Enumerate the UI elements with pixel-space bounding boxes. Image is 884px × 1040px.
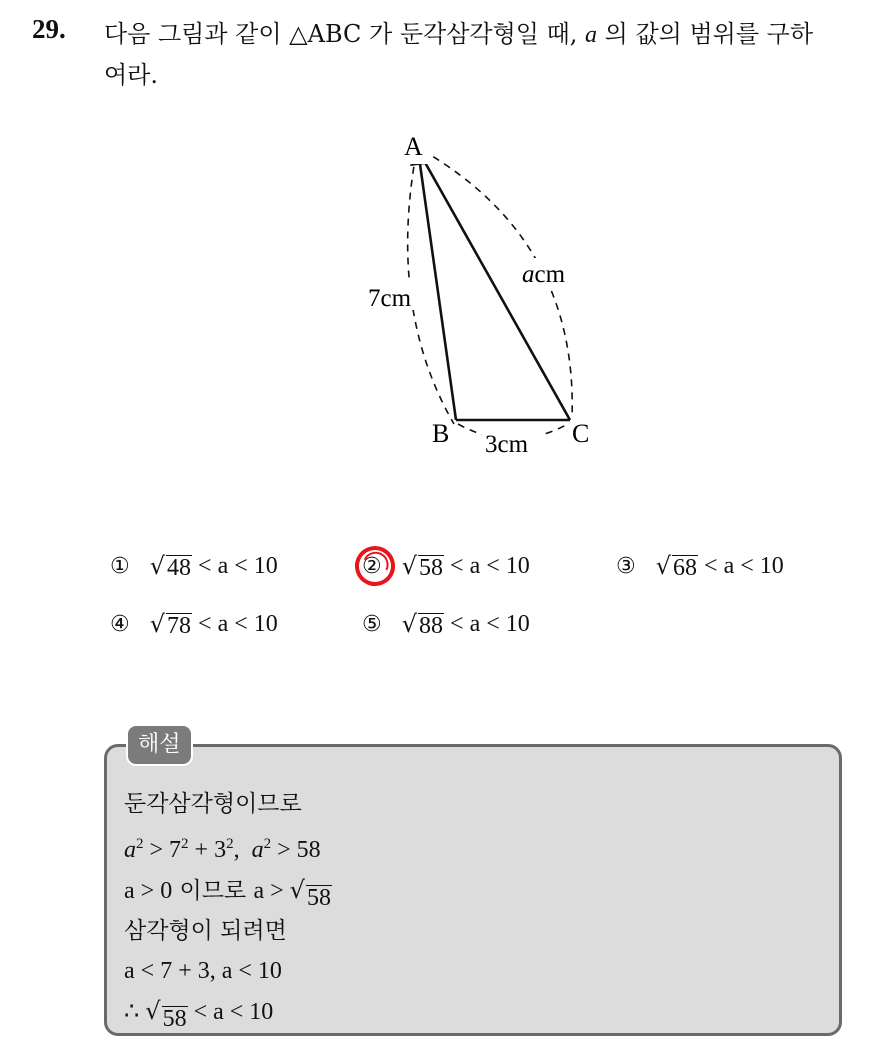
solution-line-1: 둔각삼각형이므로 (124, 791, 302, 817)
label-bc: 3cm (485, 431, 529, 458)
option-5[interactable] (362, 610, 530, 638)
triangle-figure (340, 120, 620, 470)
question-variable: a (585, 22, 598, 48)
option-1[interactable] (110, 552, 278, 580)
solution-final-sqrt: √ 58 (145, 997, 187, 1032)
solution-line-4: 삼각형이 되려면 (124, 918, 287, 944)
option-5-number: ⑤ (362, 611, 382, 637)
label-ac-var: a (522, 261, 535, 288)
option-5-inequality: < a < 10 (444, 610, 530, 637)
solution-line-3: a > 0 이므로 a > √ 58 (124, 870, 332, 911)
option-4[interactable] (110, 610, 278, 638)
label-ab: 7cm (368, 285, 412, 312)
option-3[interactable] (616, 552, 784, 580)
option-4-number: ④ (110, 611, 130, 637)
option-2-inequality: < a < 10 (444, 552, 530, 579)
label-ac (522, 261, 566, 288)
solution-body (124, 784, 332, 1032)
question-text-part2: 의 값의 범위를 구하 (597, 20, 814, 48)
vertex-b-label: B (432, 419, 450, 448)
option-1-inequality: < a < 10 (192, 552, 278, 579)
solution-line-2: $a^2 > 7^2 + 3^2$, $a^2 > 58$ (124, 836, 321, 863)
option-4-inequality: < a < 10 (192, 610, 278, 637)
solution-sqrt-58: √ 58 (289, 876, 331, 911)
vertex-c-label: C (572, 419, 590, 448)
option-2-number: ② (362, 553, 382, 579)
vertex-a-label: A (404, 132, 423, 161)
question-text-line2: 여라. (104, 61, 158, 89)
option-3-number: ③ (616, 553, 636, 579)
sqrt-78: √ 78 (149, 610, 192, 639)
question-number: 29. (32, 14, 66, 44)
sqrt-48: √ 48 (149, 552, 192, 581)
question-text (104, 14, 874, 95)
selected-answer-mark (349, 540, 400, 591)
sqrt-58: √ 58 (401, 552, 444, 581)
option-3-inequality: < a < 10 (698, 552, 784, 579)
solution-tag: 해설 (126, 724, 193, 766)
sqrt-88: √ 88 (401, 610, 444, 639)
label-ac-unit: cm (534, 261, 566, 288)
option-1-number: ① (110, 553, 130, 579)
solution-line-5: a < 7 + 3, a < 10 (124, 958, 282, 984)
sqrt-68: √ 68 (655, 552, 698, 581)
solution-line-6: ∴ √ 58 < a < 10 (124, 991, 332, 1032)
question-text-part1: 다음 그림과 같이 △ABC 가 둔각삼각형일 때, (104, 20, 586, 48)
